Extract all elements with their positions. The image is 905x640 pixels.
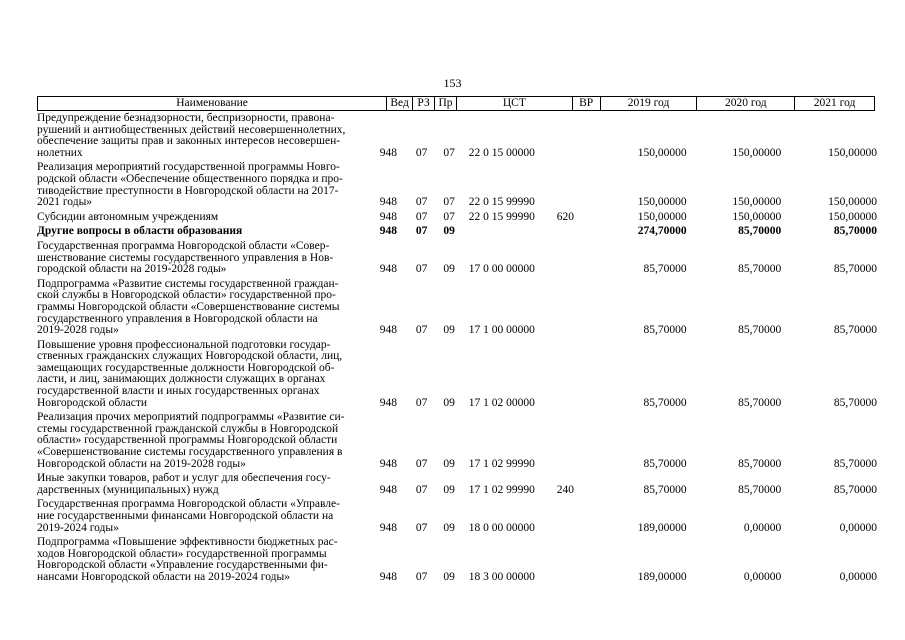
row-name	[37, 340, 379, 410]
cell-2021: 85,70000	[833, 396, 877, 409]
cell-cst: 22 0 15 00000	[468, 146, 535, 159]
header-rz: РЗ	[413, 97, 435, 110]
row-name	[37, 113, 379, 159]
row-name-line: Государственная программа Новгородской области «Управле-	[37, 498, 340, 511]
row-name-line: замещающих государственные должности Новгородской об-	[37, 361, 335, 374]
row-name-line: Государственная программа Новгородской области «Совер-	[37, 239, 330, 252]
row-name-line: Реализация прочих мероприятий подпрограммы «Развитие си-	[37, 411, 345, 424]
cell-cst: 17 1 00 00000	[468, 324, 535, 337]
row-name-line: Подпрограмма «Развитие системы государственной граждан-	[37, 277, 339, 290]
cell-ved: 948	[379, 196, 398, 209]
header-name: Наименование	[38, 97, 387, 110]
row-name-line: нолетних	[37, 146, 83, 159]
cell-2020: 150,00000	[732, 196, 782, 209]
header-2020: 2020 год	[697, 97, 795, 110]
cell-pr: 09	[443, 396, 455, 409]
row-name	[37, 226, 379, 238]
header-2021: 2021 год	[813, 97, 856, 109]
cell-vr: 620	[556, 210, 574, 223]
table-row	[37, 212, 877, 224]
cell-ved: 948	[379, 263, 398, 276]
row-name-line: ходов Новгородской области» государственной программы	[37, 547, 327, 560]
cell-rz: 07	[415, 521, 428, 534]
table-row	[37, 499, 877, 534]
row-name-line: Новгородской области на 2019-2028 годы»	[37, 457, 246, 470]
cell-2021: 150,00000	[828, 146, 877, 159]
cell-2021: 85,70000	[833, 483, 877, 496]
cell-pr: 09	[443, 324, 455, 337]
cell-2019: 189,00000	[637, 570, 687, 583]
row-name-line: ласти, и лиц, занимающих должности служащих в органах	[37, 373, 326, 386]
row-name	[37, 212, 379, 224]
row-name-line: ственных гражданских служащих Новгородской области, лиц,	[37, 350, 343, 363]
row-name-line: дарственных (муниципальных) нужд	[37, 483, 219, 496]
row-name-line: государственной власти и иных государственных органах	[37, 385, 320, 398]
cell-2021: 0,00000	[839, 570, 877, 583]
cell-2019: 189,00000	[637, 521, 687, 534]
row-name-line: ской службы в Новгородской области» государственной про-	[37, 289, 336, 302]
row-name-line: Новгородской области «Управление государственными фи-	[37, 559, 328, 572]
table-row	[37, 340, 877, 410]
table-row	[37, 162, 877, 208]
cell-rz: 07	[415, 225, 428, 238]
cell-cst: 18 0 00 00000	[468, 521, 535, 534]
cell-pr: 07	[443, 146, 455, 159]
row-name-line: «Совершенствование системы государственного управления в	[37, 446, 343, 459]
cell-2019: 150,00000	[637, 210, 687, 223]
cell-2019: 150,00000	[637, 196, 687, 209]
cell-rz: 07	[415, 263, 428, 276]
row-name-line: государственного управления в Новгородской области на	[37, 312, 318, 325]
cell-2020: 150,00000	[732, 146, 782, 159]
cell-2021: 85,70000	[833, 263, 877, 276]
cell-ved: 948	[379, 457, 398, 470]
row-name-line: Реализация мероприятий государственной программы Новго-	[37, 161, 340, 174]
row-name-line: шенствование системы государственного управления в Нов-	[37, 251, 334, 264]
table-row	[37, 113, 877, 159]
cell-2019: 85,70000	[643, 396, 687, 409]
row-name-line: родской области «Обеспечение общественного порядка и про-	[37, 172, 343, 185]
row-name-line: Другие вопросы в области образования	[37, 225, 243, 238]
cell-vr: 240	[556, 483, 574, 496]
row-name-line: Предупреждение безнадзорности, беспризорности, правона-	[37, 112, 335, 124]
cell-2019: 85,70000	[643, 263, 687, 276]
table-row	[37, 412, 877, 470]
cell-rz: 07	[415, 146, 428, 159]
cell-2021: 85,70000	[833, 225, 877, 238]
row-name-line: области» государственной программы Новгородской области	[37, 434, 338, 447]
row-name	[37, 162, 379, 208]
cell-pr: 09	[443, 457, 455, 470]
row-name-line: тиводействие преступности в Новгородской области на 2017-	[37, 184, 339, 197]
cell-2019: 85,70000	[643, 324, 687, 337]
header-cst: ЦСТ	[457, 97, 573, 110]
row-name-line: стемы государственной гражданской службы в Новгородской	[37, 422, 339, 435]
cell-pr: 09	[443, 263, 455, 276]
row-name-line: Повышение уровня профессиональной подготовки государ-	[37, 338, 331, 351]
cell-cst: 17 1 02 99990	[468, 483, 535, 496]
cell-pr: 07	[443, 196, 455, 209]
cell-rz: 07	[415, 396, 428, 409]
header-vr: ВР	[573, 97, 601, 110]
row-name	[37, 279, 379, 337]
cell-2021: 150,00000	[828, 210, 877, 223]
cell-pr: 07	[443, 210, 455, 223]
page-number: 153	[443, 76, 462, 90]
row-name	[37, 537, 379, 583]
cell-ved: 948	[379, 521, 398, 534]
row-name-line: Субсидии автономным учреждениям	[37, 210, 219, 223]
table-row	[37, 537, 877, 583]
cell-2019: 85,70000	[643, 483, 687, 496]
row-name-line: Иные закупки товаров, работ и услуг для обеспечения госу-	[37, 472, 331, 485]
cell-cst: 17 0 00 00000	[468, 263, 535, 276]
cell-rz: 07	[415, 210, 428, 223]
row-name-line: граммы Новгородской области «Совершенствование системы	[37, 300, 340, 313]
row-name-line: ние государственными финансами Новгородской области на	[37, 510, 334, 522]
cell-ved: 948	[379, 570, 398, 583]
cell-pr: 09	[443, 483, 455, 496]
cell-rz: 07	[415, 483, 428, 496]
row-name-line: нансами Новгородской области на 2019-2024 годы»	[37, 570, 290, 583]
cell-pr: 09	[443, 570, 455, 583]
header-pr: Пр	[435, 97, 457, 110]
cell-cst: 22 0 15 99990	[468, 196, 535, 209]
cell-ved: 948	[379, 483, 398, 496]
header-ved: Вед	[387, 97, 413, 110]
row-name-line: 2019-2028 годы»	[37, 324, 119, 337]
cell-rz: 07	[415, 570, 428, 583]
cell-2021: 85,70000	[833, 324, 877, 337]
table-body	[37, 113, 877, 587]
cell-pr: 09	[443, 521, 455, 534]
row-name-line: 2019-2024 годы»	[37, 521, 119, 534]
cell-ved: 948	[379, 146, 398, 159]
cell-2021: 150,00000	[828, 196, 877, 209]
cell-ved: 948	[379, 225, 398, 238]
cell-2019: 274,70000	[637, 225, 687, 238]
cell-2020: 85,70000	[738, 225, 782, 238]
cell-ved: 948	[379, 396, 398, 409]
table-header	[37, 96, 875, 111]
cell-2020: 85,70000	[738, 396, 782, 409]
cell-rz: 07	[415, 196, 428, 209]
cell-cst: 17 1 02 00000	[468, 396, 535, 409]
table-row	[37, 226, 877, 238]
cell-2020: 0,00000	[743, 570, 782, 583]
cell-2020: 150,00000	[732, 210, 782, 223]
cell-cst: 22 0 15 99990	[468, 210, 535, 223]
cell-ved: 948	[379, 324, 398, 337]
cell-ved: 948	[379, 210, 398, 223]
row-name-line: Подпрограмма «Повышение эффективности бюджетных рас-	[37, 536, 338, 549]
row-name	[37, 473, 379, 496]
cell-2020: 0,00000	[743, 521, 782, 534]
row-name	[37, 241, 379, 276]
cell-cst: 18 3 00 00000	[468, 570, 535, 583]
cell-pr: 09	[443, 225, 455, 238]
table-row	[37, 473, 877, 496]
header-2019: 2019 год	[601, 97, 698, 110]
cell-rz: 07	[415, 324, 428, 337]
cell-2019: 85,70000	[643, 457, 687, 470]
row-name-line: 2021 годы»	[37, 196, 93, 209]
cell-2021: 0,00000	[839, 521, 877, 534]
row-name-line: Новгородской области	[37, 396, 148, 409]
row-name-line: городской области на 2019-2028 годы»	[37, 263, 227, 276]
cell-2020: 85,70000	[738, 483, 782, 496]
cell-2019: 150,00000	[637, 146, 687, 159]
cell-2020: 85,70000	[738, 263, 782, 276]
row-name	[37, 412, 379, 470]
row-name-line: рушений и антиобщественных действий несовершеннолетних,	[37, 123, 346, 136]
cell-2020: 85,70000	[738, 324, 782, 337]
cell-2021: 85,70000	[833, 457, 877, 470]
row-name-line: обеспечение защиты прав и законных интересов несовершен-	[37, 135, 341, 148]
cell-rz: 07	[415, 457, 428, 470]
row-name	[37, 499, 379, 534]
table-row	[37, 241, 877, 276]
table-row	[37, 279, 877, 337]
cell-cst: 17 1 02 99990	[468, 457, 535, 470]
cell-2020: 85,70000	[738, 457, 782, 470]
